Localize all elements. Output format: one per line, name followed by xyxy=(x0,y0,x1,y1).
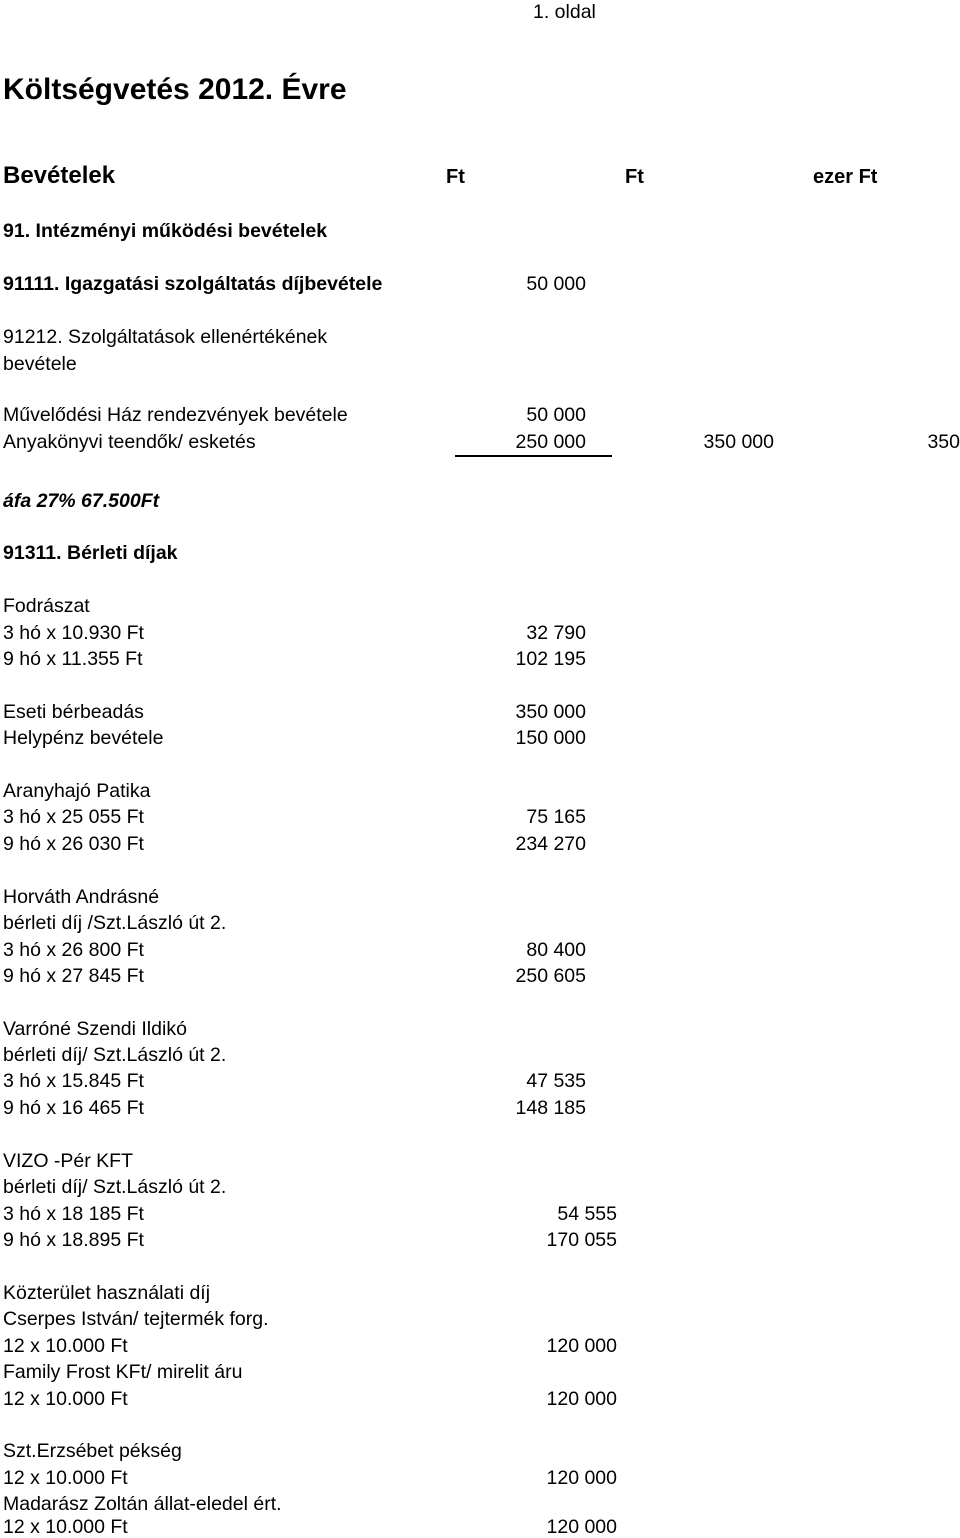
line-value: 250 000 xyxy=(515,431,586,453)
line-label: Horváth Andrásné xyxy=(3,886,160,908)
item-91111-label: 91111. Igazgatási szolgáltatás díjbevétele xyxy=(3,273,383,295)
line-label: VIZO -Pér KFT xyxy=(3,1150,134,1172)
line-label: 9 hó x 16 465 Ft xyxy=(3,1097,144,1119)
line-value: 148 185 xyxy=(515,1097,586,1119)
line-label: Aranyhajó Patika xyxy=(3,780,151,802)
vat-note: áfa 27% 67.500Ft xyxy=(3,490,160,512)
line-value: 120 000 xyxy=(546,1388,617,1410)
line-label: 9 hó x 18.895 Ft xyxy=(3,1229,144,1251)
column-header-ft-1: Ft xyxy=(446,166,465,188)
document-title: Költségvetés 2012. Évre xyxy=(3,73,347,106)
line-label: Közterület használati díj xyxy=(3,1282,211,1304)
line-label: 3 hó x 10.930 Ft xyxy=(3,622,144,644)
line-label: 3 hó x 25 055 Ft xyxy=(3,806,144,828)
sum-underline xyxy=(455,455,612,457)
line-label: Family Frost KFt/ mirelit áru xyxy=(3,1361,243,1383)
line-value: 350 000 xyxy=(515,701,586,723)
line-label: 12 x 10.000 Ft xyxy=(3,1467,128,1489)
line-value: 102 195 xyxy=(515,648,586,670)
section-heading: Bevételek xyxy=(3,162,116,189)
line-label: 3 hó x 18 185 Ft xyxy=(3,1203,144,1225)
line-value: 47 535 xyxy=(526,1070,586,1092)
page-number: 1. oldal xyxy=(533,1,596,23)
column-header-ezer-ft: ezer Ft xyxy=(813,166,878,188)
line-label: bérleti díj/ Szt.László út 2. xyxy=(3,1176,227,1198)
line-label: Varróné Szendi Ildikó xyxy=(3,1018,187,1040)
item-91212-label-cont: bevétele xyxy=(3,353,77,375)
line-label: bérleti díj /Szt.László út 2. xyxy=(3,912,227,934)
item-91111-value: 50 000 xyxy=(526,273,586,295)
line-value: 234 270 xyxy=(515,833,586,855)
line-label: Cserpes István/ tejtermék forg. xyxy=(3,1308,269,1330)
line-label: 3 hó x 26 800 Ft xyxy=(3,939,144,961)
line-label: Szt.Erzsébet pékség xyxy=(3,1440,182,1462)
item-91311-label: 91311. Bérleti díjak xyxy=(3,542,178,564)
column-header-ft-2: Ft xyxy=(625,166,644,188)
line-label: Helypénz bevétele xyxy=(3,727,164,749)
line-label: Fodrászat xyxy=(3,595,90,617)
line-value: 75 165 xyxy=(526,806,586,828)
line-label: 12 x 10.000 Ft xyxy=(3,1388,128,1410)
line-value: 120 000 xyxy=(546,1516,617,1538)
line-label: 9 hó x 26 030 Ft xyxy=(3,833,144,855)
line-label: Madarász Zoltán állat-eledel ért. xyxy=(3,1493,282,1515)
line-value: 250 605 xyxy=(515,965,586,987)
line-label: 12 x 10.000 Ft xyxy=(3,1516,128,1538)
line-value: 120 000 xyxy=(546,1467,617,1489)
item-91212-label: 91212. Szolgáltatások ellenértékének xyxy=(3,326,328,348)
line-value: 50 000 xyxy=(526,404,586,426)
line-label: 9 hó x 27 845 Ft xyxy=(3,965,144,987)
line-label: Művelődési Ház rendezvények bevétele xyxy=(3,404,348,426)
line-value: 170 055 xyxy=(546,1229,617,1251)
line-label: Eseti bérbeadás xyxy=(3,701,144,723)
line-value: 120 000 xyxy=(546,1335,617,1357)
line-label: 3 hó x 15.845 Ft xyxy=(3,1070,144,1092)
group-heading-91: 91. Intézményi működési bevételek xyxy=(3,220,328,242)
line-label: bérleti díj/ Szt.László út 2. xyxy=(3,1044,227,1066)
line-value: 32 790 xyxy=(526,622,586,644)
line-value: 54 555 xyxy=(557,1203,617,1225)
line-label: 12 x 10.000 Ft xyxy=(3,1335,128,1357)
thousand-value: 350 xyxy=(927,431,960,453)
subtotal-value: 350 000 xyxy=(703,431,774,453)
line-label: 9 hó x 11.355 Ft xyxy=(3,648,143,670)
line-value: 80 400 xyxy=(526,939,586,961)
line-label: Anyakönyvi teendők/ esketés xyxy=(3,431,256,453)
line-value: 150 000 xyxy=(515,727,586,749)
